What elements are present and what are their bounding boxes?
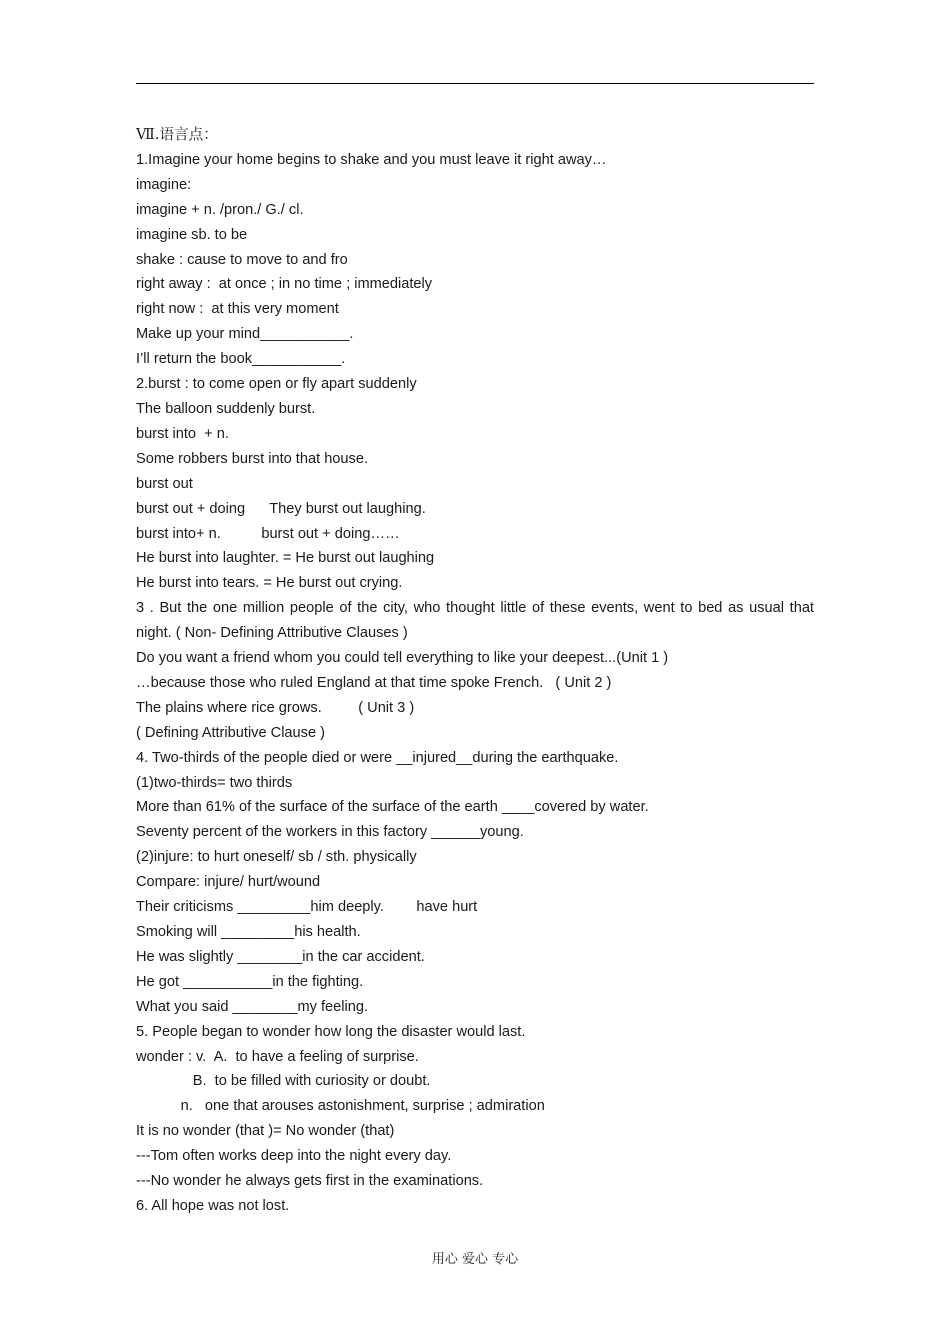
text-line: (2)injure: to hurt oneself/ sb / sth. physically [136,849,417,866]
text-line: imagine + n. /pron./ G./ cl. [136,201,304,218]
text-paragraph: 3 . But the one million people of the city, who thought little of these events, went to bed as usual that night. ( Non- Defining Attributive Clauses ) [136,600,814,642]
text-line: imagine sb. to be [136,226,248,243]
text-line: He got ___________in the fighting. [136,973,364,990]
section-heading: Ⅶ.语言点： [136,126,218,143]
text-line: burst out + doing They burst out laughing. [136,500,426,517]
text-line: B. to be filled with curiosity or doubt. [136,1073,431,1090]
text-line: wonder : v. A. to have a feeling of surprise. [136,1048,419,1065]
text-line: 4. Two-thirds of the people died or were __injured__during the earthquake. [136,749,619,766]
text-line: 6. All hope was not lost. [136,1197,290,1214]
text-line: burst out [136,475,193,492]
text-line: right away : at once ; in no time ; immediately [136,276,433,293]
text-line: Their criticisms _________him deeply. have hurt [136,899,478,916]
text-line: 1.Imagine your home begins to shake and you must leave it right away… [136,151,607,168]
text-line: right now : at this very moment [136,301,339,318]
text-line: n. one that arouses astonishment, surprise ; admiration [136,1098,545,1115]
text-line: imagine: [136,176,192,193]
text-line: Smoking will _________his health. [136,924,361,940]
text-line: Seventy percent of the workers in this factory ______young. [136,824,524,841]
text-line: The balloon suddenly burst. [136,400,316,417]
text-line: ( Defining Attributive Clause ) [136,724,325,741]
text-line: He was slightly ________in the car accident. [136,948,425,965]
text-line: He burst into tears. = He burst out crying. [136,575,403,592]
text-line: Do you want a friend whom you could tell everything to like your deepest...(Unit 1 ) [136,650,669,667]
text-line: I’ll return the book___________. [136,351,346,368]
text-line: It is no wonder (that )= No wonder (that) [136,1123,395,1140]
text-line: (1)two-thirds= two thirds [136,774,293,791]
text-line: burst into+ n. burst out + doing…… [136,525,400,542]
document-body [136,123,814,1219]
header-rule [136,83,814,84]
text-line: Some robbers burst into that house. [136,450,369,467]
text-line: burst into + n. [136,425,229,442]
text-line: 5. People began to wonder how long the disaster would last. [136,1023,526,1040]
text-line: shake : cause to move to and fro [136,251,348,268]
page-footer: 用心 爱心 专心 [431,1252,519,1267]
text-line: More than 61% of the surface of the surface of the earth ____covered by water. [136,799,649,816]
text-line: He burst into laughter. = He burst out laughing [136,550,435,567]
text-line: 2.burst : to come open or fly apart suddenly [136,376,417,393]
text-line: Compare: injure/ hurt/wound [136,874,321,891]
text-line: …because those who ruled England at that time spoke French. ( Unit 2 ) [136,674,612,691]
text-line: ---Tom often works deep into the night every day. [136,1148,452,1165]
text-line: ---No wonder he always gets first in the examinations. [136,1173,484,1190]
text-line: The plains where rice grows. ( Unit 3 ) [136,699,415,716]
text-line: What you said ________my feeling. [136,998,369,1015]
text-line: Make up your mind___________. [136,326,354,343]
